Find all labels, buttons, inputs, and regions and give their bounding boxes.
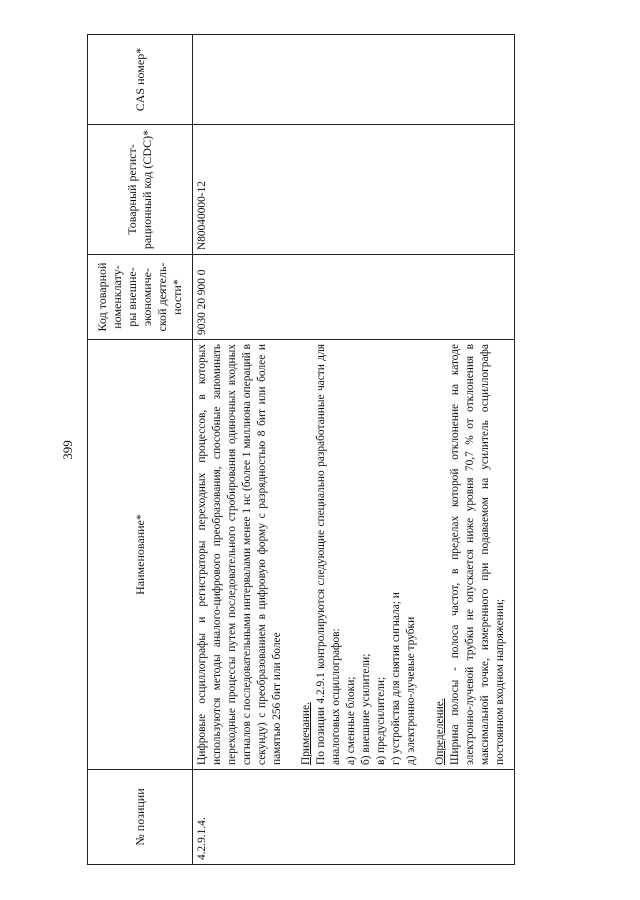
- cell-position: 4.2.9.1.4.: [193, 770, 515, 865]
- header-name: Наименование*: [88, 340, 193, 770]
- cell-tn-ved: 9030 20 900 0: [193, 255, 515, 340]
- control-list-table: [87, 34, 515, 865]
- note-item-b: б) внешние усилители;: [360, 653, 372, 765]
- cell-cdc: N80040000-12: [193, 125, 515, 255]
- header-cdc: Товарный регист-рационный код (CDC)*: [88, 125, 193, 255]
- note-item-d: г) устройства для снятия сигнала; и: [390, 592, 402, 765]
- rotated-page: [55, 35, 595, 865]
- note-item-c: в) предусилители;: [375, 676, 387, 765]
- definition-text: Ширина полосы - полоса частот, в пределах которой отклонение на катоде электронно-лучевой трубки не опускается ниже уровня 70,7 % от отклонения в максимальной точке, измеренного при подаваемом на усилитель осциллографа постоянном входном напряжении;: [449, 344, 506, 765]
- table-row: [193, 35, 515, 865]
- page-number: 399: [60, 440, 75, 460]
- note-item-e: д) электронно-лучевые трубки: [405, 616, 417, 765]
- header-position: № позиции: [88, 770, 193, 865]
- cell-description: [193, 340, 515, 770]
- note-text: По позиции 4.2.9.1 контролируются следующие специально разработанные части для аналоговых осциллографов:: [315, 344, 342, 765]
- note-item-a: а) сменные блоки;: [345, 676, 357, 765]
- header-cas: CAS номер*: [88, 35, 193, 125]
- item-description: Цифровые осциллографы и регистраторы переходных процессов, в которых используются методы аналого-цифрового преобразования, способные запоминать переходные процессы путем последовательного стробирования одиночных входных сигналов с последовательными интервалами менее 1 нс (более 1 миллиона операций в секунду) с преобразованием в цифровую форму с разрядностью 8 бит или более и памятью 256 бит или более: [196, 344, 283, 765]
- cell-cas: [193, 35, 515, 125]
- header-tn-ved: Код товарной номенклату-ры внешне-экономиче-ской деятель-ности*: [88, 255, 193, 340]
- definition-title: Определение.: [434, 698, 446, 765]
- note-title: Примечание.: [300, 702, 312, 765]
- table-header-row: [88, 35, 193, 865]
